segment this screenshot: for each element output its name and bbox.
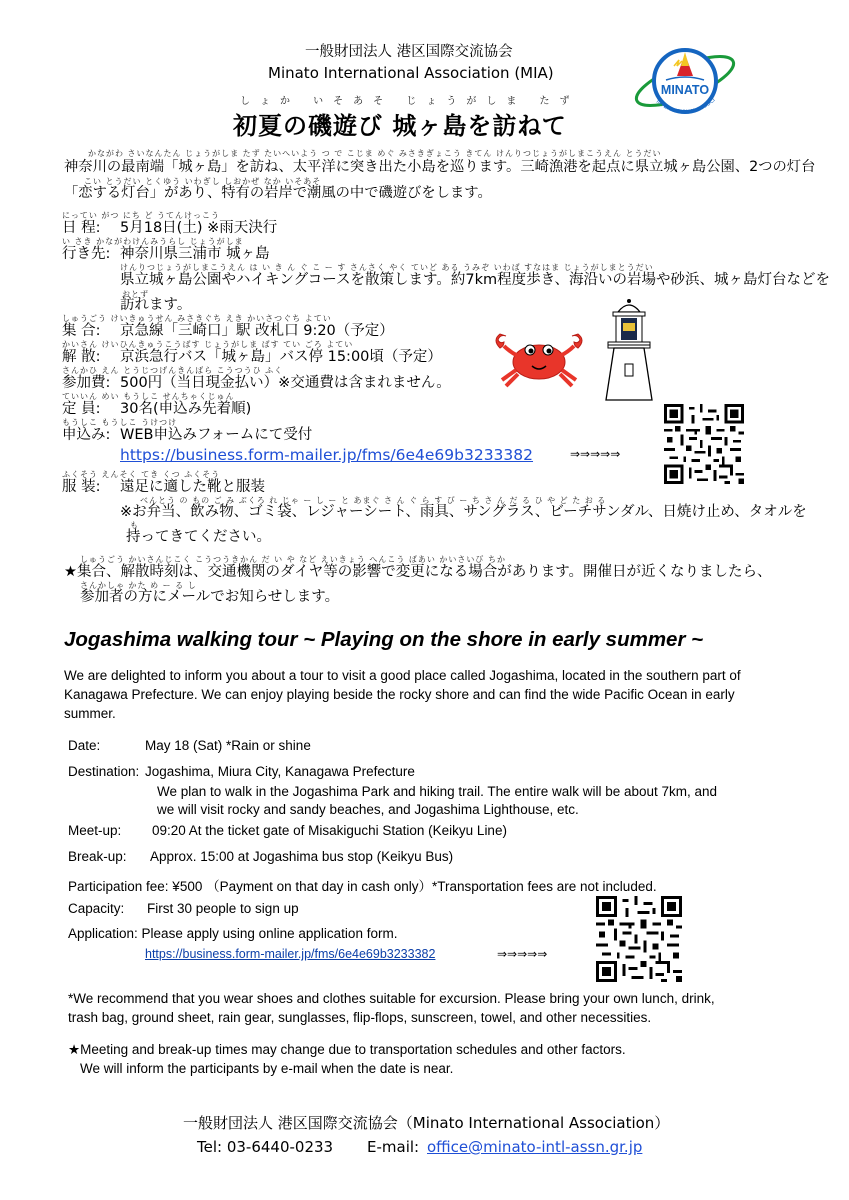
meet-label-en: Meet-up:: [68, 823, 122, 838]
break-label-en: Break-up:: [68, 849, 127, 864]
bring-ruby-2: も: [130, 521, 139, 530]
cap-value-jp: 30名(申込み先着順): [120, 401, 252, 417]
title-ruby: しょか いそあそ じょうがしま たず: [240, 96, 580, 107]
notice-ruby: しゅうごう かいさんじこく こうつうきかん だ い や など えいきょう へんこう ばあい かいさいび ちか: [80, 555, 506, 564]
apply-label-jp: 申込み:: [62, 427, 111, 443]
dest-label-jp: 行き先:: [62, 246, 111, 262]
intro-line-1: 神奈川の最南端「城ヶ島」を訪ね、太平洋に突き出た小島を巡ります。三崎漁港を起点に県立城ヶ島公園、2つの灯台: [64, 159, 816, 175]
minato-logo-graphic: [630, 36, 740, 126]
qr-code-icon: [596, 896, 682, 982]
dest-desc-1-en: We plan to walk in the Jogashima Park and hiking trail. The entire walk will be about 7km, and: [157, 784, 718, 799]
footer-tel: Tel: 03-6440-0233: [197, 1138, 334, 1156]
apply-value-jp: WEB申込みフォームにて受付: [120, 427, 313, 443]
intro-ruby-1: かながわ さいなんたん じょうがしま たず たいへいよう つ で こじま めぐ みさきぎょこう きてん けんりつじょうがしまこうえん とうだい: [88, 149, 662, 158]
english-intro-1: We are delighted to inform you about a tour to visit a good place called Jogashima, located in the southern part of: [64, 668, 741, 683]
visit-ruby: おとず: [122, 290, 149, 299]
crab-illustration: [488, 326, 590, 388]
break-value-jp: 京浜急行バス「城ヶ島」バス停 15:00頃（予定）: [120, 349, 442, 365]
dest-desc-1: 県立城ヶ島公園やハイキングコースを散策します。約7km程度歩き、海沿いの岩場や砂浜、城ヶ島灯台などを: [120, 272, 831, 288]
break-value-en: Approx. 15:00 at Jogashima bus stop (Keikyu Bus): [150, 849, 454, 864]
minato-logo: [630, 36, 740, 126]
recommend-line-2: trash bag, ground sheet, rain gear, sunglasses, flip-flops, sunscreen, towel, and other necessities.: [68, 1010, 652, 1025]
break-ruby: かいさん けいひんきゅうこうばす じょうがしま ばす てい ごろ よてい: [62, 340, 354, 349]
meet-value-en: 09:20 At the ticket gate of Misakiguchi Station (Keikyu Line): [152, 823, 507, 838]
footer-email-link[interactable]: office@minato-intl-assn.gr.jp: [427, 1138, 643, 1156]
dest-value-en: Jogashima, Miura City, Kanagawa Prefecture: [145, 764, 415, 779]
dest-label-en: Destination:: [68, 764, 140, 779]
intro-line-2: 「恋する灯台」があり、特有の岩岸で潮風の中で磯遊びをします。: [64, 185, 492, 201]
intro-ruby-2: こい とうだい とくゆう いわぎし しおかぜ なか いそあそ: [84, 177, 322, 186]
meet-ruby: しゅうごう けいきゅうせん みさきぐち えき かいさつぐち よてい: [62, 314, 332, 323]
english-intro-2: Kanagawa Prefecture. We can enjoy playing beside the rocky shore and can find the wide Pacific Ocean in early: [64, 687, 735, 702]
date-value-jp: 5月18日(土) ※雨天決行: [120, 220, 278, 236]
crab-icon: [488, 326, 590, 388]
qr-code-jp[interactable]: [664, 404, 744, 484]
lighthouse-illustration: [598, 296, 660, 404]
clothing-value-jp: 遠足に適した靴と服装: [120, 479, 265, 495]
meet-label-jp: 集 合:: [62, 323, 101, 339]
bring-ruby: べんとう の もの ご み ぶくろ れ じゃ ー し ー と あまぐ さ ん ぐ ら す び ー ち さ ん だ る ひ や ど た お る: [140, 496, 607, 505]
date-ruby: にってい がつ にち ど うてんけっこう: [62, 211, 221, 220]
dest-desc-2: 訪れます。: [120, 297, 192, 313]
recommend-line-1: *We recommend that you wear shoes and clothes suitable for excursion. Please bring your own lunch, drink,: [68, 991, 715, 1006]
bring-line-1: ※お弁当、飲み物、ゴミ袋、レジャーシート、雨具、サングラス、ビーチサンダル、日焼け止め、タオルを: [120, 504, 807, 520]
cap-ruby: ていいん めい もうしこ せんちゃくじゅん: [62, 392, 235, 401]
event-title-jp: 初夏の磯遊び 城ヶ島を訪ねて: [233, 112, 567, 140]
dest-desc-ruby: けんりつじょうがしまこうえん は い き ん ぐ こ ー す さんさく やく ていど ある うみぞ いわば すなはま じょうがしまとうだい: [120, 263, 654, 272]
dest-value-jp: 神奈川県三浦市 城ヶ島: [120, 246, 270, 262]
lighthouse-icon: [598, 296, 660, 404]
notice-line-2-en: We will inform the participants by e-mail when the date is near.: [80, 1061, 454, 1076]
dest-ruby: い さき かながわけんみうらし じょうがしま: [62, 237, 244, 246]
date-label-en: Date:: [68, 738, 101, 753]
notice-ruby-2: さんかしゃ かた め ー る し: [80, 581, 197, 590]
clothing-ruby: ふくそう えんそく てき くつ ふくそう: [62, 470, 221, 479]
fee-value-jp: 500円（当日現金払い）※交通費は含まれません。: [120, 375, 451, 391]
footer-email-label: E-mail:: [367, 1138, 420, 1156]
apply-url-link-jp[interactable]: https://business.form-mailer.jp/fms/6e4e69b3233382: [120, 446, 534, 464]
dest-desc-2-en: we will visit rocky and sandy beaches, and Jogashima Lighthouse, etc.: [157, 802, 579, 817]
qr-code-icon: [664, 404, 744, 484]
logo-ring-text: INTERNATIONAL ASSOCI: [654, 97, 717, 116]
cap-label-en: Capacity:: [68, 901, 125, 916]
qr-code-en[interactable]: [596, 896, 682, 982]
date-label-jp: 日 程:: [62, 220, 101, 236]
logo-text: MINATO: [660, 83, 710, 97]
notice-line-1-jp: ★集合、解散時刻は、交通機関のダイヤ等の影響で変更になる場合があります。開催日が近くなりましたら、: [64, 564, 772, 580]
fee-ruby: さんかひ えん とうじつげんきんばら こうつうひ ふく: [62, 366, 284, 375]
apply-url-link-en[interactable]: https://business.form-mailer.jp/fms/6e4e69b3233382: [145, 947, 436, 961]
english-title: Jogashima walking tour ~ Playing on the shore in early summer ~: [64, 628, 704, 651]
cap-label-jp: 定 員:: [62, 401, 101, 417]
fee-label-jp: 参加費:: [62, 375, 111, 391]
apply-text-en: Application: Please apply using online application form.: [68, 926, 398, 941]
clothing-label-jp: 服 装:: [62, 479, 101, 495]
org-name-en: Minato International Association (MIA): [268, 64, 554, 82]
arrows-en: ⇒⇒⇒⇒⇒: [497, 947, 548, 961]
date-value-en: May 18 (Sat) *Rain or shine: [145, 738, 311, 753]
footer-org: 一般財団法人 港区国際交流協会（Minato International Association）: [183, 1114, 670, 1132]
bring-line-2: 持ってきてください。: [126, 529, 271, 545]
cap-value-en: First 30 people to sign up: [147, 901, 299, 916]
apply-ruby: もうしこ もうしこ うけつけ: [62, 418, 178, 427]
notice-line-2-jp: 参加者の方にメールでお知らせします。: [80, 589, 340, 605]
notice-line-1-en: ★Meeting and break-up times may change due to transportation schedules and other factors.: [68, 1042, 626, 1057]
meet-value-jp: 京急線「三崎口」駅 改札口 9:20（予定）: [120, 323, 394, 339]
arrows-jp: ⇒⇒⇒⇒⇒: [570, 447, 621, 461]
org-name-jp: 一般財団法人 港区国際交流協会: [305, 44, 513, 60]
english-intro-3: summer.: [64, 706, 116, 721]
fee-en: Participation fee: ¥500 （Payment on that day in cash only）*Transportation fees are not included.: [68, 879, 657, 894]
break-label-jp: 解 散:: [62, 349, 101, 365]
